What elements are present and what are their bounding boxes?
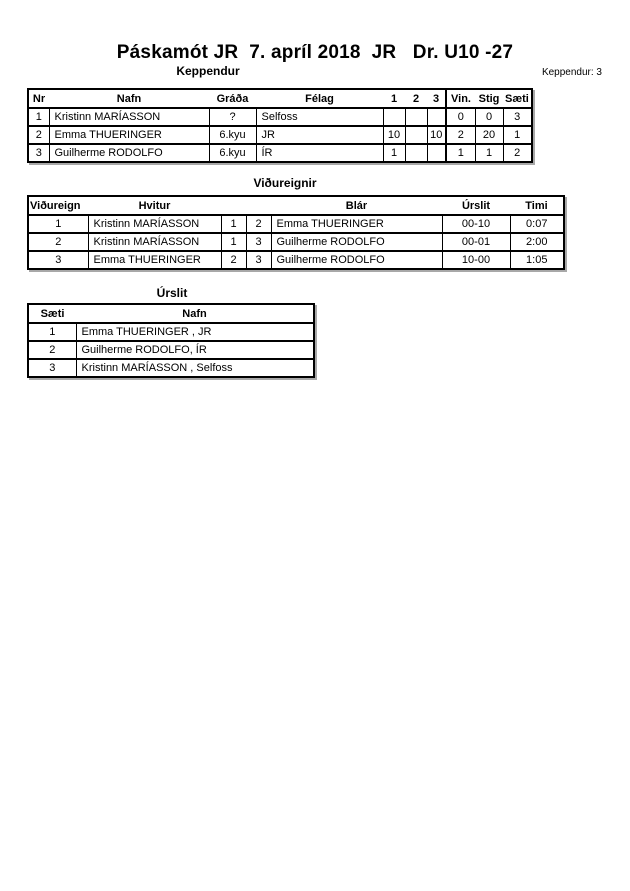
cell-saeti: 2: [28, 341, 76, 359]
col-header-bnr: [246, 196, 271, 215]
cell-hvitur: Emma THUERINGER: [88, 251, 221, 269]
cell-nafn: Kristinn MARÍASSON: [49, 108, 209, 126]
cell-nafn: Guilherme RODOLFO: [49, 144, 209, 162]
col-header-saeti: Sæti: [40, 307, 65, 320]
cell-nafn: Guilherme RODOLFO, ÍR: [76, 341, 314, 359]
table-row: [28, 359, 314, 377]
col-header-felag: Félag: [305, 92, 334, 105]
cell-nr: 1: [28, 108, 49, 126]
cell-timi: 1:05: [510, 251, 564, 269]
col-header-blar: Blár: [345, 199, 368, 212]
col-header-nr: Nr: [32, 92, 46, 105]
cell-score-1: 1: [383, 144, 405, 162]
cell-felag: JR: [256, 126, 383, 144]
col-header-urslit: Úrslit: [461, 199, 491, 212]
vidureignir-table: [27, 195, 565, 270]
table-row: [28, 126, 532, 144]
cell-saeti: 3: [503, 108, 532, 126]
col-header-3: 3: [432, 92, 440, 105]
col-header-grada: Gráða: [216, 92, 249, 105]
cell-nr: 3: [28, 144, 49, 162]
competitor-count: Keppendur: 3: [541, 67, 602, 78]
cell-timi: 0:07: [510, 215, 564, 233]
col-header-vin: Vin.: [446, 89, 475, 108]
cell-nr: 2: [28, 126, 49, 144]
section-title-keppendur: Keppendur: [176, 64, 240, 78]
cell-match-nr: 3: [28, 251, 88, 269]
cell-score-3: [427, 108, 446, 126]
cell-score-2: [405, 108, 427, 126]
cell-grada: 6.kyu: [209, 144, 256, 162]
cell-stig: 20: [475, 126, 503, 144]
cell-blue-nr: 3: [246, 233, 271, 251]
cell-score-3: [427, 144, 446, 162]
cell-vin: 0: [446, 108, 475, 126]
table-row: [28, 144, 532, 162]
cell-stig: 1: [475, 144, 503, 162]
cell-grada: ?: [209, 108, 256, 126]
table-row: [28, 215, 564, 233]
col-header-saeti: Sæti: [505, 92, 529, 105]
cell-match-nr: 2: [28, 233, 88, 251]
section-title-vidureignir: Viðureignir: [253, 176, 317, 190]
page-title: Páskamót JR 7. apríl 2018 JR Dr. U10 -27: [116, 42, 514, 63]
cell-nafn: Kristinn MARÍASSON , Selfoss: [76, 359, 314, 377]
cell-blue-nr: 2: [246, 215, 271, 233]
cell-saeti: 3: [28, 359, 76, 377]
cell-match-nr: 1: [28, 215, 88, 233]
col-header-vidureign: Viðureign: [30, 199, 81, 212]
cell-white-nr: 2: [221, 251, 246, 269]
cell-saeti: 1: [503, 126, 532, 144]
cell-felag: ÍR: [256, 144, 383, 162]
cell-urslit: 10-00: [442, 251, 510, 269]
col-header-timi: Timi: [525, 199, 548, 212]
cell-white-nr: 1: [221, 233, 246, 251]
cell-saeti: 1: [28, 323, 76, 341]
cell-score-2: [405, 126, 427, 144]
cell-saeti: 2: [503, 144, 532, 162]
cell-urslit: 00-01: [442, 233, 510, 251]
cell-score-1: 10: [383, 126, 405, 144]
cell-white-nr: 1: [221, 215, 246, 233]
cell-score-3: 10: [427, 126, 446, 144]
table-row: [28, 341, 314, 359]
cell-blar: Guilherme RODOLFO: [271, 251, 442, 269]
cell-hvitur: Kristinn MARÍASSON: [88, 215, 221, 233]
cell-stig: 0: [475, 108, 503, 126]
col-header-hvitur: Hvitur: [138, 199, 171, 212]
cell-nafn: Emma THUERINGER , JR: [76, 323, 314, 341]
cell-blar: Emma THUERINGER: [271, 215, 442, 233]
table-row: [28, 108, 532, 126]
col-header-1: 1: [390, 92, 398, 105]
col-header-stig: Stig: [478, 92, 500, 105]
cell-blue-nr: 3: [246, 251, 271, 269]
section-title-urslit: Úrslit: [156, 286, 188, 300]
table-row: [28, 323, 314, 341]
table-header-row: [28, 89, 532, 108]
keppendur-table: [27, 88, 533, 163]
col-header-nafn: Nafn: [116, 92, 142, 105]
table-row: [28, 233, 564, 251]
col-header-2: 2: [412, 92, 420, 105]
cell-vin: 2: [446, 126, 475, 144]
cell-timi: 2:00: [510, 233, 564, 251]
table-header-row: [28, 304, 314, 323]
table-row: [28, 251, 564, 269]
cell-score-2: [405, 144, 427, 162]
col-header-nafn: Nafn: [182, 307, 207, 320]
cell-hvitur: Kristinn MARÍASSON: [88, 233, 221, 251]
cell-blar: Guilherme RODOLFO: [271, 233, 442, 251]
cell-nafn: Emma THUERINGER: [49, 126, 209, 144]
cell-vin: 1: [446, 144, 475, 162]
table-header-row: [28, 196, 564, 215]
cell-score-1: [383, 108, 405, 126]
urslit-table: [27, 303, 315, 378]
cell-urslit: 00-10: [442, 215, 510, 233]
col-header-wnr: [221, 196, 246, 215]
cell-grada: 6.kyu: [209, 126, 256, 144]
cell-felag: Selfoss: [256, 108, 383, 126]
